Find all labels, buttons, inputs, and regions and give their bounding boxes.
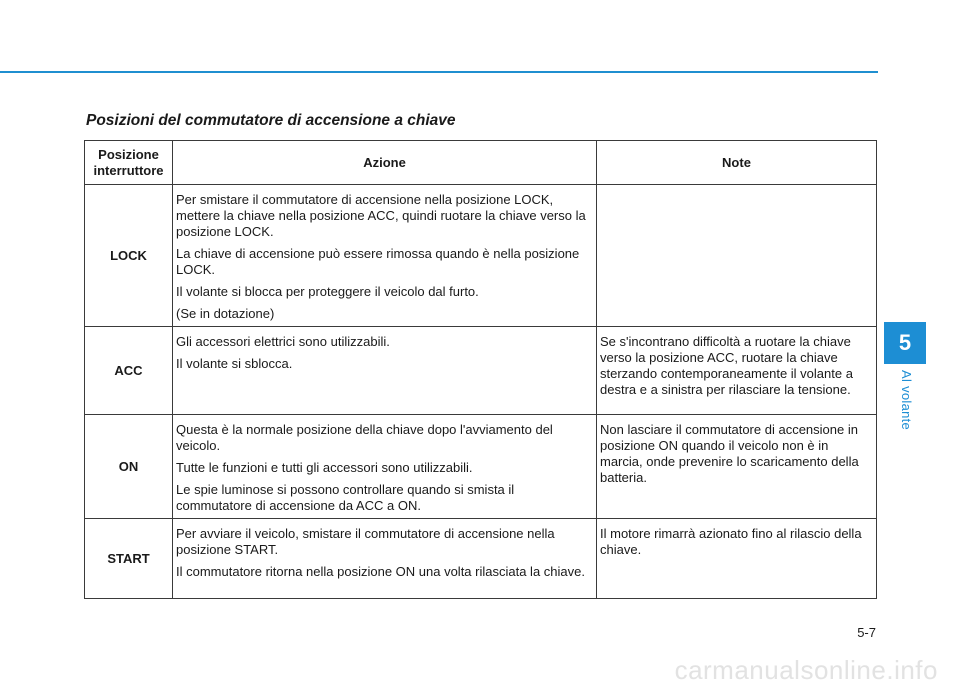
action-text: Il volante si blocca per proteggere il veicolo dal furto. — [176, 284, 479, 299]
action-text: Gli accessori elettrici sono utilizzabili. — [176, 334, 390, 349]
action-cell — [173, 327, 597, 415]
page-number: 5-7 — [857, 625, 876, 640]
action-cell — [173, 519, 597, 599]
ignition-positions-table — [84, 140, 877, 599]
action-text: Questa è la normale posizione della chiave dopo l'avviamento del veicolo. — [176, 422, 553, 453]
table-row-start — [85, 519, 877, 599]
action-text: Il commutatore ritorna nella posizione ON una volta rilasciata la chiave. — [176, 564, 585, 579]
chapter-number-tab: 5 — [884, 322, 926, 364]
action-text: Tutte le funzioni e tutti gli accessori sono utilizzabili. — [176, 460, 473, 475]
position-cell: ACC — [85, 327, 173, 415]
notes-cell: Il motore rimarrà azionato fino al rilascio della chiave. — [597, 519, 877, 599]
header-rule — [0, 71, 878, 73]
watermark: carmanualsonline.info — [674, 655, 938, 685]
action-text: Le spie luminose si possono controllare quando si smista il commutatore di accensione da ACC a ON. — [176, 482, 515, 513]
position-cell: START — [85, 519, 173, 599]
action-text: La chiave di accensione può essere rimossa quando è nella posizione LOCK. — [176, 246, 580, 277]
position-cell: ON — [85, 415, 173, 519]
header-position-line1: Posizione — [98, 146, 159, 162]
table-header-row — [85, 141, 877, 185]
section-title: Posizioni del commutatore di accensione a chiave — [86, 112, 456, 129]
header-position-line2: interruttore — [93, 162, 164, 178]
notes-cell — [597, 185, 877, 327]
table-row-acc — [85, 327, 877, 415]
table-row-lock — [85, 185, 877, 327]
action-text: Per smistare il commutatore di accensione nella posizione LOCK, mettere la chiave nella posizione ACC, quindi ruotare la chiave verso la posizione LOCK. — [176, 192, 586, 239]
header-action: Azione — [173, 141, 597, 185]
action-cell — [173, 185, 597, 327]
notes-cell: Se s'incontrano difficoltà a ruotare la chiave verso la posizione ACC, ruotare la chiave sterzando contemporaneamente il volante a destra e a sinistra per rilasciare la tensione. — [597, 327, 877, 415]
position-cell: LOCK — [85, 185, 173, 327]
action-text: Il volante si sblocca. — [176, 356, 293, 371]
action-cell — [173, 415, 597, 519]
notes-cell: Non lasciare il commutatore di accensione in posizione ON quando il veicolo non è in marcia, onde prevenire lo scaricamento della batteria. — [597, 415, 877, 519]
chapter-title: Al volante — [899, 370, 914, 431]
header-position — [85, 141, 173, 185]
table-row-on — [85, 415, 877, 519]
header-notes: Note — [597, 141, 877, 185]
action-text: Per avviare il veicolo, smistare il commutatore di accensione nella posizione START. — [176, 526, 555, 557]
action-text: (Se in dotazione) — [176, 306, 275, 321]
